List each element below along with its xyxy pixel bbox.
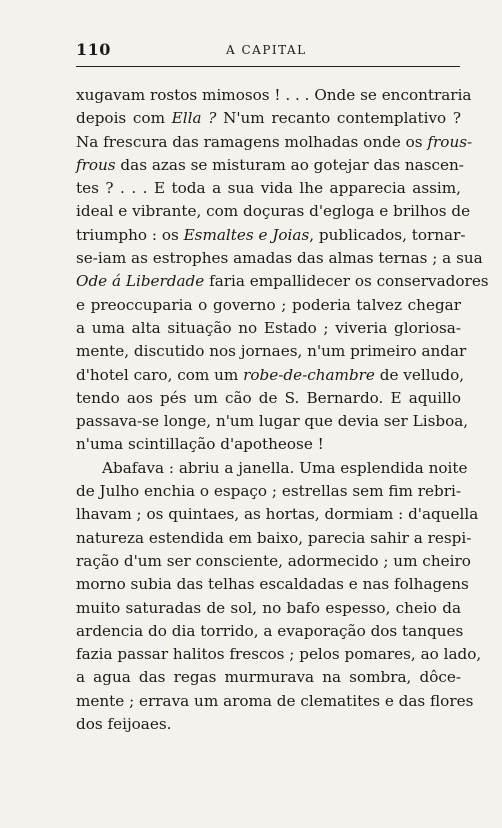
text-run: n'uma scintillação d'apotheose ! — [76, 435, 324, 454]
text-run: morno subia das telhas escaldadas e nas folhagens — [76, 575, 469, 594]
running-head: A CAPITAL — [226, 43, 307, 57]
text-run: passava-se longe, n'um lugar que devia ser Lisboa, — [76, 412, 469, 431]
text-run: dos feijoaes. — [76, 715, 172, 734]
italic-text: Ode á Liberdade — [76, 272, 205, 291]
text-line — [76, 597, 461, 620]
italic-text: Ella ? — [171, 109, 217, 128]
text-run: depois com — [76, 109, 172, 128]
text-line — [76, 527, 472, 550]
text-line — [76, 200, 471, 223]
text-run: lhavam ; os quintaes, as hortas, dormiam : d'aquella — [76, 505, 479, 524]
text-line — [76, 550, 471, 573]
text-run: de Julho enchia o espaço ; estrellas sem fim rebri- — [76, 482, 461, 501]
text-line — [76, 270, 489, 293]
paragraph — [76, 457, 482, 737]
text-run: mente ; errava um aroma de clematites e das flores — [76, 691, 474, 710]
text-run: e preoccuparia o governo ; poderia talvez chegar — [76, 295, 461, 314]
text-run: se-iam as estrophes amadas das almas ternas ; a sua — [76, 249, 483, 268]
text-run: xugavam rostos mimosos ! . . . Onde se encontraria — [76, 86, 472, 104]
text-run: Abafava : abriu a janella. Uma esplendida noite — [102, 458, 468, 477]
text-line — [76, 294, 461, 317]
text-run: mente, discutido nos jornaes, n'um primeiro andar — [76, 342, 467, 361]
text-line — [76, 177, 461, 200]
text-line — [76, 224, 466, 247]
text-run: ardencia do dia torrido, a evaporação dos tanques — [76, 621, 464, 640]
text-line — [76, 317, 461, 340]
text-line — [76, 480, 461, 503]
text-line — [76, 643, 482, 666]
text-run: Na frescura das ramagens molhadas onde os — [76, 132, 428, 151]
text-line — [76, 84, 472, 107]
text-run: fazia passar halitos frescos ; pelos pomares, ao lado, — [76, 645, 482, 664]
text-run: ideal e vibrante, com doçuras d'egloga e brilhos de — [76, 202, 471, 221]
text-line — [76, 433, 461, 456]
text-run: triumpho : os — [76, 225, 184, 244]
text-run: tendo aos pés um cão de S. Bernardo. E aquillo — [76, 388, 461, 407]
text-line — [76, 131, 473, 154]
text-run: a agua das regas murmurava na sombra, dôce- — [76, 668, 461, 687]
text-run: muito saturadas de sol, no bafo espesso, cheio da — [76, 598, 461, 617]
text-line — [76, 666, 461, 689]
text-line — [76, 107, 461, 130]
text-line — [76, 410, 469, 433]
text-run: das azas se misturam ao gotejar das nascen- — [115, 155, 464, 174]
text-line — [76, 573, 469, 596]
text-line — [76, 457, 468, 480]
text-line — [76, 364, 465, 387]
text-line — [76, 340, 467, 363]
text-line — [76, 503, 479, 526]
paragraph — [76, 84, 489, 457]
italic-text: Esmaltes e Joias — [183, 225, 310, 244]
text-run: tes ? . . . E toda a sua vida lhe apparecia assim, — [76, 179, 461, 198]
text-line — [76, 713, 461, 736]
italic-text: frous — [76, 155, 116, 174]
text-line — [76, 247, 483, 270]
body-text — [76, 84, 489, 736]
page-header — [76, 40, 460, 62]
text-run: faria empallidecer os conservadores — [204, 272, 489, 291]
text-run: ração d'um ser consciente, adormecido ; um cheiro — [76, 551, 471, 570]
header-rule — [76, 66, 460, 67]
page-number: 110 — [76, 40, 111, 59]
text-run: d'hotel caro, com um — [76, 365, 244, 384]
text-run: natureza estendida em baixo, parecia sahir a respi- — [76, 528, 472, 547]
text-run: de velludo, — [374, 365, 465, 384]
italic-text: robe-de-chambre — [243, 365, 375, 384]
text-run: N'um recanto contemplativo ? — [216, 109, 462, 128]
text-run: , publicados, tornar- — [309, 225, 466, 244]
text-run: a uma alta situação no Estado ; viveria gloriosa- — [76, 318, 461, 337]
italic-text: frous- — [427, 132, 473, 151]
text-line — [76, 154, 464, 177]
text-line — [76, 690, 474, 713]
text-line — [76, 620, 464, 643]
text-line — [76, 387, 461, 410]
